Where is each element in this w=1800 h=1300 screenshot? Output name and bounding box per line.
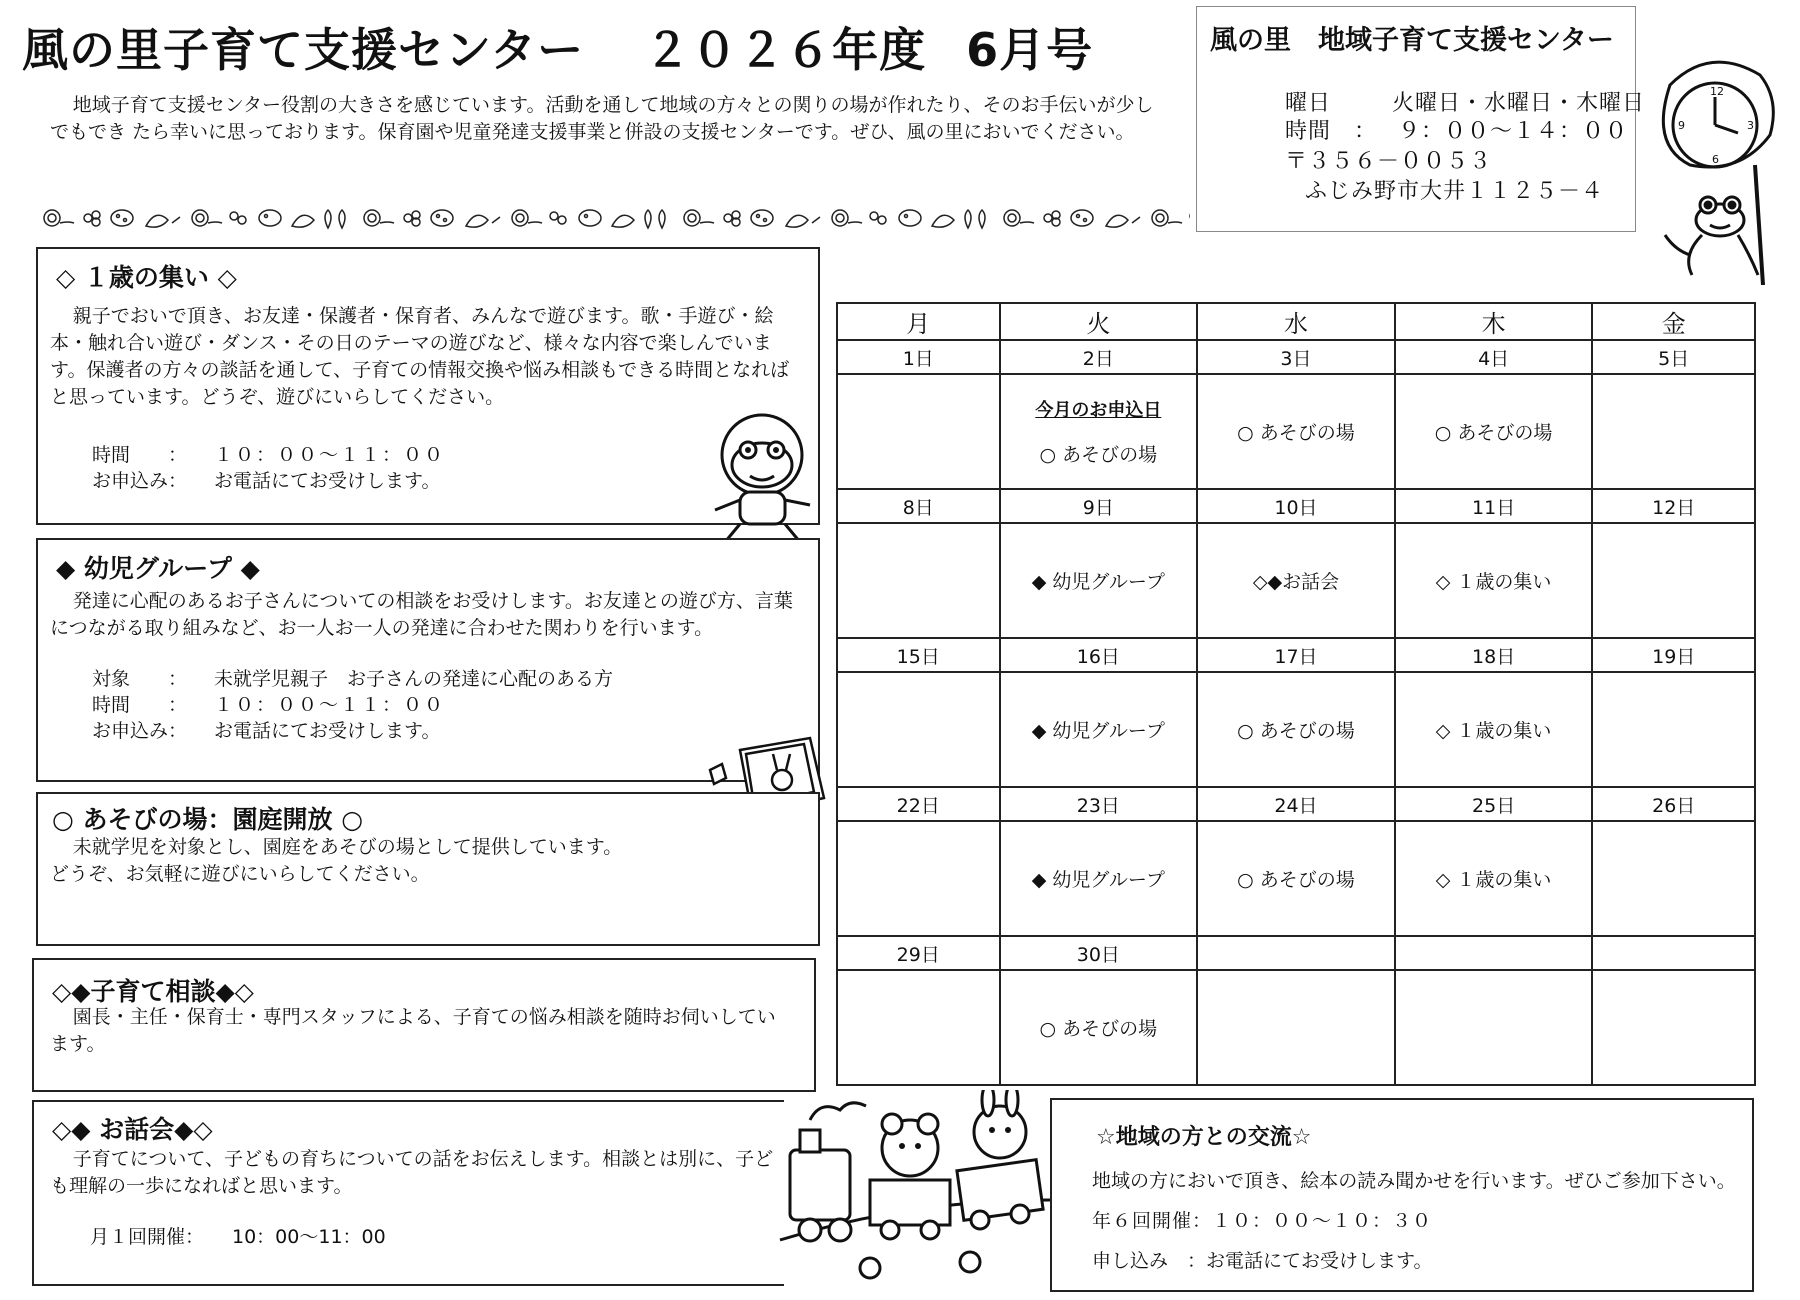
calendar-event-row <box>837 523 1755 638</box>
calendar-event <box>837 970 1000 1085</box>
calendar-event: ○ あそびの場 <box>1197 672 1395 787</box>
calendar-event: ◆ 幼児グループ <box>1000 523 1198 638</box>
svg-text:12: 12 <box>1710 85 1724 98</box>
talk-schedule-label: 月１回開催： <box>90 1226 205 1248</box>
calendar-event-row <box>837 821 1755 936</box>
intro-text: 地域子育て支援センター役割の大きさを感じています。活動を通して地域の方々との関りの場が作れたり、そのお手伝いが少しでもでき たら幸いに思っております。保育園や児童発達支援事業と併設の支援センターです。ぜひ、風の里においでください。 <box>50 94 1154 143</box>
calendar-event <box>837 821 1000 936</box>
calendar-event: ○ あそびの場 <box>1197 374 1395 489</box>
toddler-target-label: 対象 ： <box>92 668 188 690</box>
calendar-date: 29日 <box>837 936 1000 970</box>
fiscal-year: ２０２６年度 <box>644 23 927 77</box>
one-year-apply-label: お申込み： <box>92 470 188 492</box>
calendar-event-row <box>837 672 1755 787</box>
calendar-date: 25日 <box>1395 787 1593 821</box>
calendar-event <box>1592 523 1755 638</box>
calendar-event <box>1592 374 1755 489</box>
calendar-date: 19日 <box>1592 638 1755 672</box>
toddler-apply: お電話にてお受けします。 <box>214 720 441 742</box>
calendar-date-row <box>837 787 1755 821</box>
calendar-event <box>1592 672 1755 787</box>
parenting-consultation-description: 園長・主任・保育士・専門スタッフによる、子育ての悩み相談を随時お伺いしています。 <box>50 1006 776 1055</box>
weekday-wed: 水 <box>1197 303 1395 340</box>
toddler-group-description: 発達に心配のあるお子さんについての相談をお受けします。お友達との遊び方、言葉につながる取り組みなど、お一人お一人の発達に合わせた関わりを行います。 <box>50 590 793 639</box>
calendar-date: 15日 <box>837 638 1000 672</box>
calendar-date: 22日 <box>837 787 1000 821</box>
calendar-date: 24日 <box>1197 787 1395 821</box>
talk-schedule: 10：00～11：00 <box>232 1226 386 1248</box>
days-label: 曜日 <box>1285 91 1332 116</box>
talk-session-description: 子育てについて、子どもの育ちについての話をお伝えします。相談とは別に、子ども理解の一歩になればと思います。 <box>50 1148 774 1197</box>
calendar-date <box>1197 936 1395 970</box>
community-exchange-title: ☆地域の方との交流☆ <box>1096 1125 1312 1150</box>
calendar-date: 26日 <box>1592 787 1755 821</box>
calendar-event: ◆ 幼児グループ <box>1000 672 1198 787</box>
calendar-date: 9日 <box>1000 489 1198 523</box>
calendar-event: ◇ １歳の集い <box>1395 523 1593 638</box>
calendar-event: ○ あそびの場 <box>1000 970 1198 1085</box>
one-year-gathering-description: 親子でおいで頂き、お友達・保護者・保育者、みんなで遊びます。歌・手遊び・絵本・触れ合い遊び・ダンス・その日のテーマの遊びなど、様々な内容で楽しんでいます。保護者の方々の談話を通して、子育ての情報交換や悩み相談もできる時間となればと思っています。どうぞ、遊びにいらしてください。 <box>50 305 790 408</box>
calendar-date: 10日 <box>1197 489 1395 523</box>
calendar-weekday-row <box>837 303 1755 340</box>
calendar-event-row <box>837 374 1755 489</box>
calendar-date: 2日 <box>1000 340 1198 374</box>
calendar-date: 23日 <box>1000 787 1198 821</box>
calendar-date: 5日 <box>1592 340 1755 374</box>
calendar-date-row <box>837 489 1755 523</box>
svg-text:3: 3 <box>1747 119 1754 132</box>
calendar-event <box>1395 970 1593 1085</box>
calendar-date: 11日 <box>1395 489 1593 523</box>
address: ふじみ野市大井１１２５－４ <box>1305 179 1605 204</box>
newsletter-title: 風の里子育て支援センター <box>22 23 585 77</box>
calendar-event-cell <box>1000 374 1198 489</box>
one-year-apply: お電話にてお受けします。 <box>214 470 441 492</box>
playground-description-line2: どうぞ、お気軽に遊びにいらしてください。 <box>50 863 430 885</box>
toddler-time-label: 時間 ： <box>92 694 188 716</box>
calendar-date-row <box>837 340 1755 374</box>
community-exchange-description: 地域の方においで頂き、絵本の読み聞かせを行います。ぜひご参加下さい。 <box>1092 1170 1736 1192</box>
calendar-event <box>1197 970 1395 1085</box>
calendar-date <box>1395 936 1593 970</box>
weekday-fri: 金 <box>1592 303 1755 340</box>
svg-text:9: 9 <box>1678 119 1685 132</box>
decorative-border-icon <box>40 198 1190 238</box>
svg-text:6: 6 <box>1712 153 1719 166</box>
community-exchange-apply: 申し込み ：お電話にてお受けします。 <box>1092 1250 1433 1272</box>
one-year-time-label: 時間 ： <box>92 444 188 466</box>
postal-code: 〒３５６－００５３ <box>1285 149 1493 174</box>
hours-label: 時間 ： <box>1285 119 1378 144</box>
calendar-event <box>837 523 1000 638</box>
playground-description-line1: 未就学児を対象とし、園庭をあそびの場として提供しています。 <box>72 836 623 858</box>
playground-title: ○ あそびの場：園庭開放 ○ <box>52 805 364 834</box>
calendar-date: 16日 <box>1000 638 1198 672</box>
application-day-note: 今月のお申込日 <box>1035 400 1162 421</box>
calendar-event <box>1592 821 1755 936</box>
calendar-date: 8日 <box>837 489 1000 523</box>
talk-session-title: ◇◆ お話会◆◇ <box>52 1115 213 1144</box>
calendar-event <box>837 672 1000 787</box>
toddler-time: １０：００～１１：００ <box>214 694 446 716</box>
monthly-calendar <box>836 302 1756 1086</box>
calendar-date: 4日 <box>1395 340 1593 374</box>
calendar-event <box>1592 970 1755 1085</box>
calendar-event: ◆ 幼児グループ <box>1000 821 1198 936</box>
page-title <box>22 14 1093 80</box>
train-illustration <box>770 1090 1060 1285</box>
calendar-date-row <box>837 638 1755 672</box>
toddler-target: 未就学児親子 お子さんの発達に心配のある方 <box>214 668 614 690</box>
open-hours: ９：００～１４：００ <box>1398 119 1629 144</box>
calendar-event: ◇ １歳の集い <box>1395 821 1593 936</box>
parenting-consultation-title: ◇◆子育て相談◆◇ <box>52 977 254 1006</box>
community-exchange-schedule: 年６回開催：１０：００～１０：３０ <box>1092 1210 1433 1232</box>
calendar-event <box>837 374 1000 489</box>
calendar-event: ○ あそびの場 <box>1197 821 1395 936</box>
calendar-date-row <box>837 936 1755 970</box>
calendar-event-row <box>837 970 1755 1085</box>
toddler-apply-label: お申込み： <box>92 720 188 742</box>
one-year-gathering-title: ◇ １歳の集い ◇ <box>56 263 237 292</box>
open-days: 火曜日・水曜日・木曜日 <box>1392 91 1646 116</box>
calendar-date: 1日 <box>837 340 1000 374</box>
toddler-group-title: ◆ 幼児グループ ◆ <box>56 554 260 583</box>
calendar-event: ○ あそびの場 <box>1395 374 1593 489</box>
center-name: 風の里 地域子育て支援センター <box>1210 25 1614 56</box>
calendar-date: 17日 <box>1197 638 1395 672</box>
clock-icon <box>1650 55 1790 285</box>
frog-icon <box>700 410 830 550</box>
calendar-date <box>1592 936 1755 970</box>
one-year-time: １０：００～１１：００ <box>214 444 446 466</box>
calendar-date: 30日 <box>1000 936 1198 970</box>
weekday-mon: 月 <box>837 303 1000 340</box>
weekday-thu: 木 <box>1395 303 1593 340</box>
calendar-event: ◇◆お話会 <box>1197 523 1395 638</box>
calendar-event: ○ あそびの場 <box>1039 444 1158 466</box>
issue-month: 6月号 <box>966 23 1094 77</box>
weekday-tue: 火 <box>1000 303 1198 340</box>
calendar-event: ◇ １歳の集い <box>1395 672 1593 787</box>
calendar-date: 18日 <box>1395 638 1593 672</box>
calendar-date: 3日 <box>1197 340 1395 374</box>
calendar-date: 12日 <box>1592 489 1755 523</box>
